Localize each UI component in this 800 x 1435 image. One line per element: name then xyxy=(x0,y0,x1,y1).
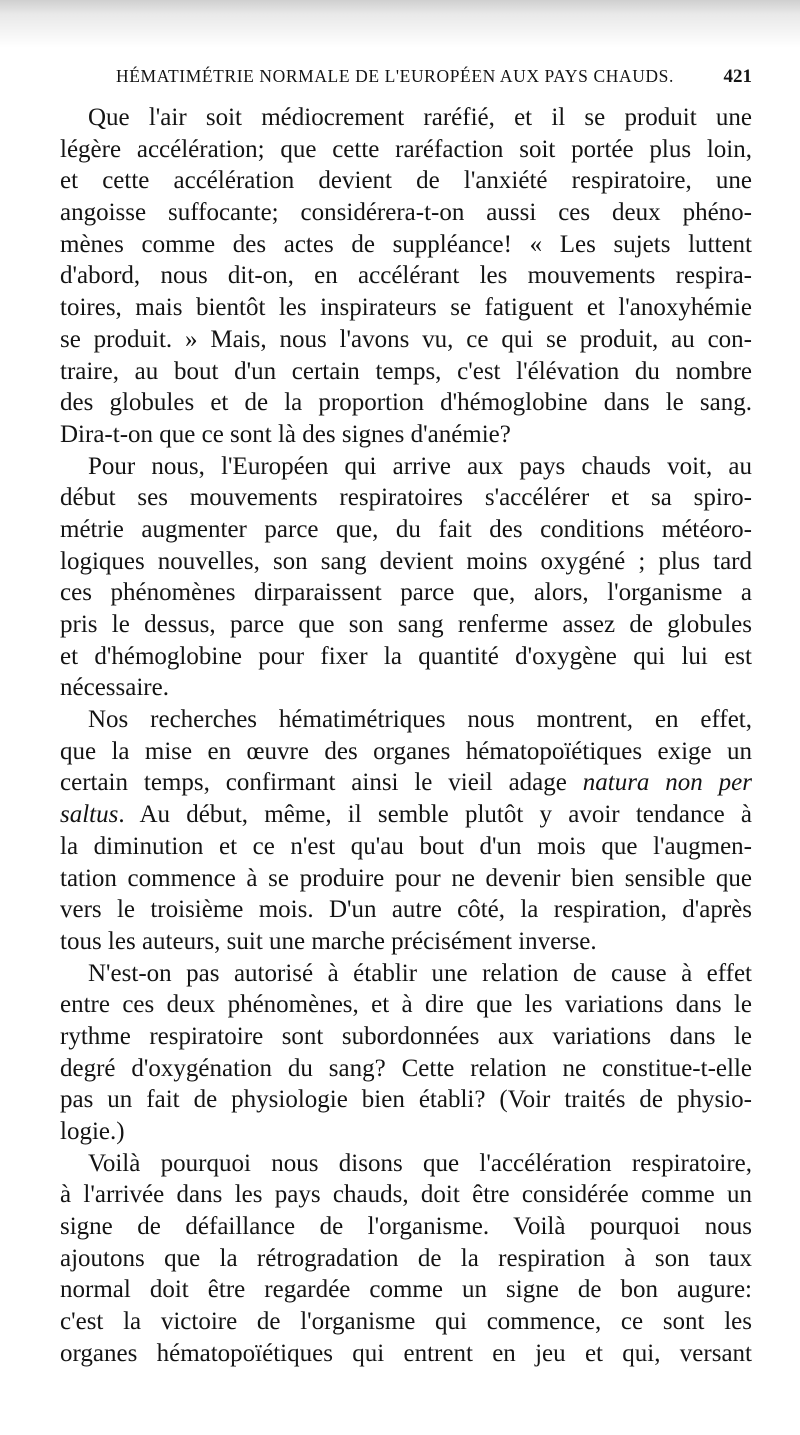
text-line xyxy=(60,863,752,895)
text-line-content: logiques nouvelles, son sang devient moins oxygéné ; plus tard xyxy=(60,547,752,575)
text-line-content: et d'hémoglobine pour fixer la quantité d'oxygène qui lui est xyxy=(60,642,752,670)
text-line xyxy=(60,1179,752,1211)
text-line xyxy=(60,831,752,863)
running-header xyxy=(116,66,752,92)
text-line xyxy=(60,894,752,926)
text-line-content: Pour nous, l'Européen qui arrive aux pays chauds voit, au xyxy=(88,452,752,480)
text-line xyxy=(60,672,752,704)
text-line-continuation: . Au début, même, il semble plutôt y avoir tendance à xyxy=(118,801,752,829)
text-line-content: N'est-on pas autorisé à établir une relation de cause à effet xyxy=(88,959,752,987)
italic-phrase: saltus xyxy=(60,801,119,829)
text-line xyxy=(60,1116,752,1148)
text-line xyxy=(60,577,752,609)
text-line xyxy=(60,799,752,831)
text-line-content: et cette accélération devient de l'anxiété respiratoire, une xyxy=(60,167,752,195)
text-line-content: logie.) xyxy=(60,1118,125,1145)
text-line-content: angoisse suffocante; considérera-t-on aussi ces deux phéno- xyxy=(60,199,752,227)
text-line xyxy=(60,1084,752,1116)
text-line-content: se produit. » Mais, nous l'avons vu, ce qui se produit, au con- xyxy=(60,325,752,353)
text-line-content: tation commence à se produire pour ne devenir bien sensible que xyxy=(60,864,752,892)
text-line-content: des globules et de la proportion d'hémoglobine dans le sang. xyxy=(60,389,752,417)
text-line-content: c'est la victoire de l'organisme qui commence, ce sont les xyxy=(60,1308,752,1336)
italic-phrase: natura non per xyxy=(582,769,752,797)
text-line xyxy=(60,451,752,483)
text-line xyxy=(60,1053,752,1085)
text-line xyxy=(60,1243,752,1275)
text-line xyxy=(60,482,752,514)
text-line xyxy=(60,989,752,1021)
text-line xyxy=(60,197,752,229)
text-line xyxy=(60,704,752,736)
text-line xyxy=(60,609,752,641)
text-line xyxy=(60,736,752,768)
text-line xyxy=(60,324,752,356)
text-line xyxy=(60,514,752,546)
text-line-content: rythme respiratoire sont subordonnées aux variations dans le xyxy=(60,1022,752,1050)
text-line-content: nécessaire. xyxy=(60,674,169,702)
text-line xyxy=(60,260,752,292)
text-line-content: métrie augmenter parce que, du fait des conditions météoro- xyxy=(60,515,752,543)
text-line xyxy=(60,165,752,197)
text-line xyxy=(60,1338,752,1370)
text-line xyxy=(60,1021,752,1053)
text-line xyxy=(60,1211,752,1243)
text-line-content: d'abord, nous dit-on, en accélérant les mouvements respira- xyxy=(60,262,752,290)
text-line-content: entre ces deux phénomènes, et à dire que les variations dans le xyxy=(60,991,752,1019)
text-line-content: normal doit être regardée comme un signe de bon augure: xyxy=(60,1276,752,1304)
text-line-content: pas un fait de physiologie bien établi? (Voir traités de physio- xyxy=(60,1086,752,1114)
text-line-content: mènes comme des actes de suppléance! « Les sujets luttent xyxy=(60,230,752,258)
text-line xyxy=(60,926,752,958)
text-line-content: légère accélération; que cette raréfaction soit portée plus loin, xyxy=(60,135,752,163)
text-line-content: Nos recherches hématimétriques nous montrent, en effet, xyxy=(88,706,752,734)
text-line xyxy=(60,546,752,578)
text-line xyxy=(60,387,752,419)
text-line-content: Que l'air soit médiocrement raréfié, et il se produit une xyxy=(88,104,752,131)
text-line xyxy=(60,419,752,451)
text-line xyxy=(60,102,752,134)
text-line xyxy=(60,292,752,324)
text-line-content: ajoutons que la rétrogradation de la respiration à son taux xyxy=(60,1244,752,1272)
text-line-content: degré d'oxygénation du sang? Cette relation ne constitue-t-elle xyxy=(60,1054,752,1082)
text-line-content: tous les auteurs, suit une marche précisément inverse. xyxy=(60,927,597,955)
text-line xyxy=(60,356,752,388)
text-line xyxy=(60,641,752,673)
text-line-content: traire, au bout d'un certain temps, c'est l'élévation du nombre xyxy=(60,357,752,385)
text-line-content: pris le dessus, parce que son sang renferme assez de globules xyxy=(60,611,752,638)
text-line-content: que la mise en œuvre des organes hématopoïétiques exige un xyxy=(60,737,752,765)
text-line-content: à l'arrivée dans les pays chauds, doit être considérée comme un xyxy=(60,1181,752,1209)
text-line-content: organes hématopoïétiques qui entrent en jeu et qui, versant xyxy=(60,1339,752,1367)
text-line-content: Dira-t-on que ce sont là des signes d'anémie? xyxy=(60,420,511,448)
page-number: 421 xyxy=(723,66,752,87)
text-line xyxy=(60,134,752,166)
text-line-content: certain temps, confirmant ainsi le vieil adage xyxy=(60,769,583,797)
text-line-content: vers le troisième mois. D'un autre côté, la respiration, d'après xyxy=(60,896,752,924)
text-line-content: ces phénomènes dirparaissent parce que, alors, l'organisme a xyxy=(60,579,752,607)
text-line-content: Voilà pourquoi nous disons que l'accélération respiratoire, xyxy=(88,1149,752,1177)
text-line xyxy=(60,1306,752,1338)
text-line xyxy=(60,1274,752,1306)
body-text xyxy=(60,102,752,1370)
running-title: HÉMATIMÉTRIE NORMALE DE L'EUROPÉEN AUX PAYS CHAUDS. xyxy=(116,66,674,86)
text-line xyxy=(60,767,752,799)
text-line-content: la diminution et ce n'est qu'au bout d'un mois que l'augmen- xyxy=(60,832,752,860)
text-line-content: toires, mais bientôt les inspirateurs se fatiguent et l'anoxyhémie xyxy=(60,294,752,322)
text-line-content: signe de défaillance de l'organisme. Voilà pourquoi nous xyxy=(60,1213,752,1241)
text-line xyxy=(60,229,752,261)
text-line xyxy=(60,1148,752,1180)
text-line xyxy=(60,958,752,990)
text-line-content: début ses mouvements respiratoires s'accélérer et sa spiro- xyxy=(60,484,752,512)
